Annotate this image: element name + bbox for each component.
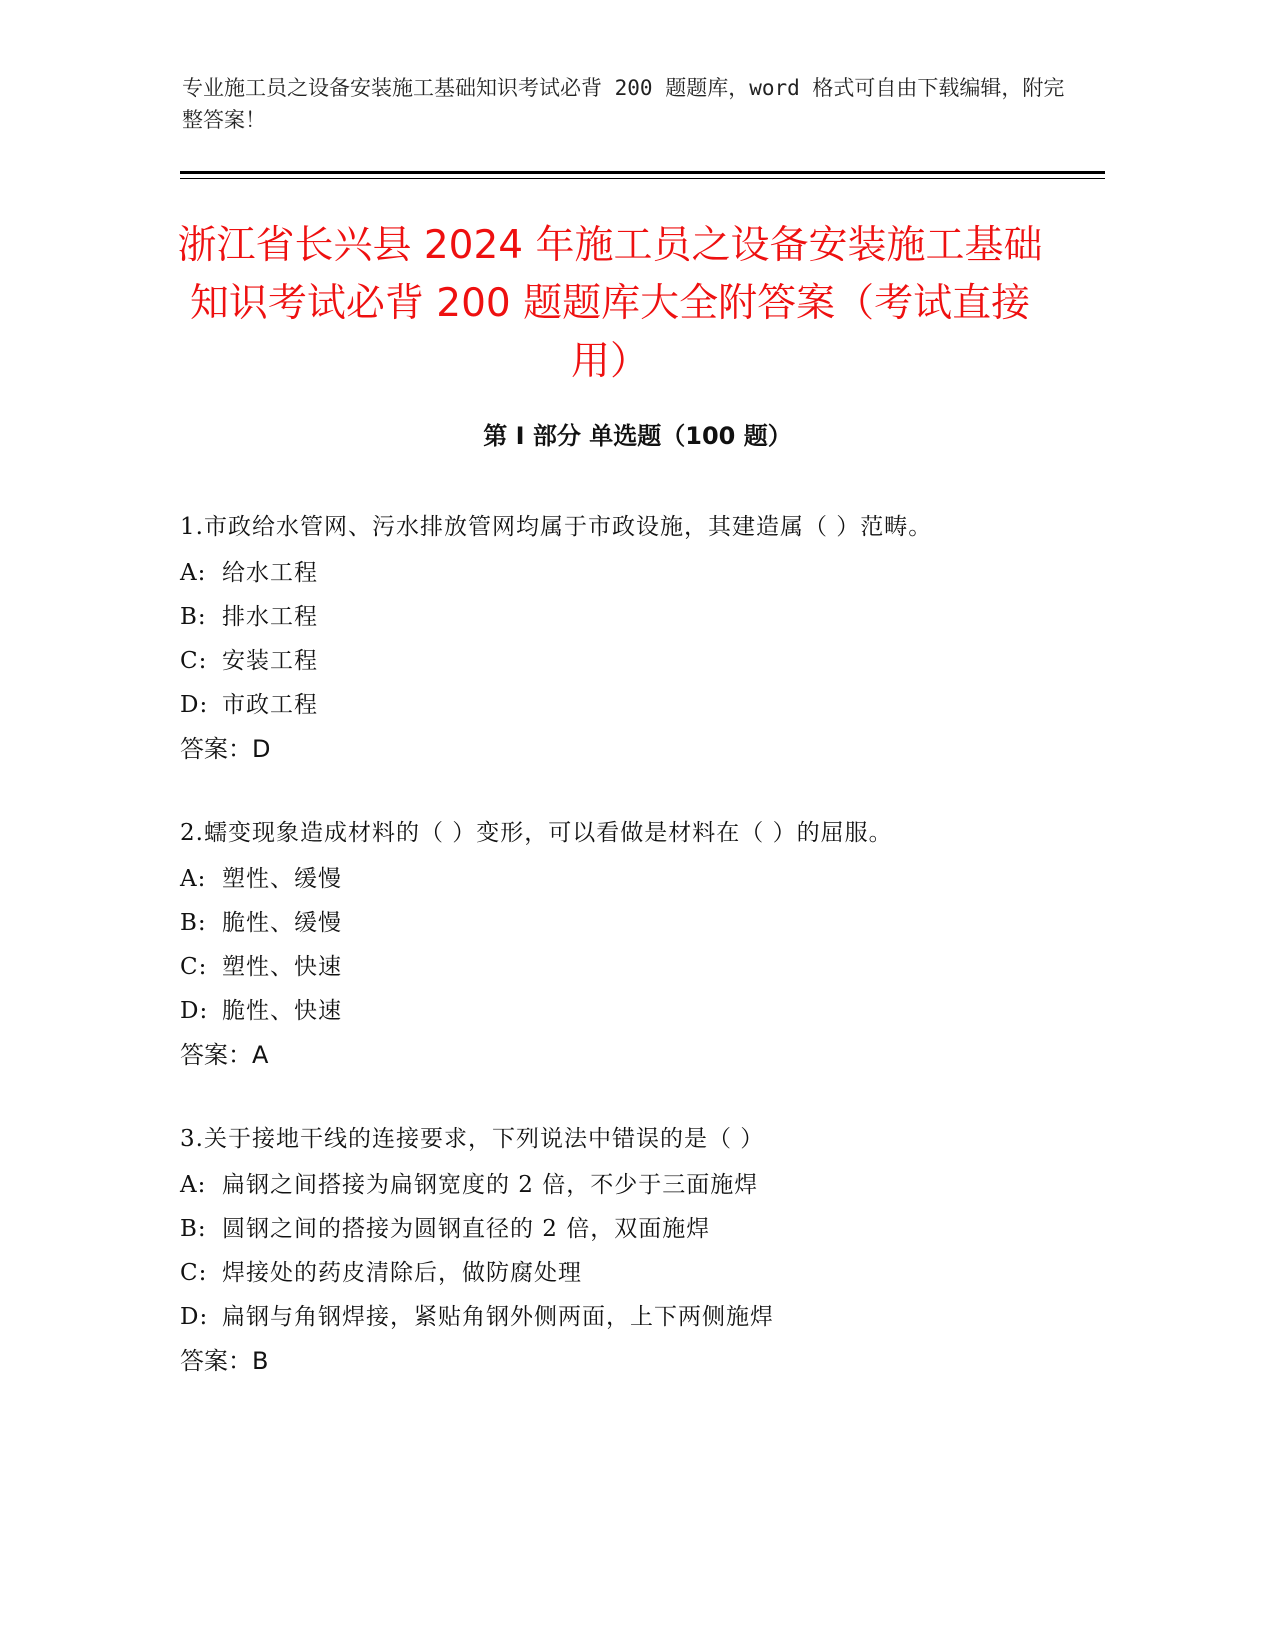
option-a — [180, 551, 1060, 595]
header-divider-thick — [180, 171, 1105, 174]
option-c — [180, 639, 1060, 683]
option-b — [180, 1207, 1060, 1251]
answer-line: 答案：D — [180, 735, 271, 763]
option-text: 给水工程 — [222, 560, 318, 586]
question-list — [180, 503, 1060, 1421]
answer-line: 答案：A — [180, 1041, 269, 1069]
question-2 — [180, 809, 1060, 1077]
option-letter: A: — [180, 866, 207, 892]
option-b — [180, 595, 1060, 639]
option-d — [180, 989, 1060, 1033]
option-letter: D: — [180, 1304, 209, 1330]
option-text: 塑性、快速 — [222, 954, 342, 980]
section-title: 第 I 部分 单选题（100 题） — [483, 422, 792, 450]
option-c — [180, 945, 1060, 989]
option-letter: D: — [180, 692, 209, 718]
option-letter: A: — [180, 1172, 207, 1198]
answer-line: 答案：B — [180, 1347, 269, 1375]
header-note: 专业施工员之设备安装施工基础知识考试必背 200 题题库，word 格式可自由下载编辑，附完整答案！ — [182, 76, 1065, 132]
option-a — [180, 857, 1060, 901]
option-text: 脆性、缓慢 — [222, 910, 342, 936]
document-title: 浙江省长兴县 2024 年施工员之设备安装施工基础知识考试必背 200 题题库大全附答案（考试直接用） — [177, 223, 1043, 384]
option-text: 扁钢与角钢焊接，紧贴角钢外侧两面，上下两侧施焊 — [222, 1304, 774, 1330]
option-letter: D: — [180, 998, 209, 1024]
option-letter: B: — [180, 604, 207, 630]
option-text: 扁钢之间搭接为扁钢宽度的 2 倍，不少于三面施焊 — [222, 1172, 759, 1198]
option-c — [180, 1251, 1060, 1295]
question-1 — [180, 503, 1060, 771]
option-letter: C: — [180, 954, 208, 980]
option-b — [180, 901, 1060, 945]
option-text: 圆钢之间的搭接为圆钢直径的 2 倍，双面施焊 — [222, 1216, 711, 1242]
option-d — [180, 1295, 1060, 1339]
option-letter: B: — [180, 1216, 207, 1242]
option-text: 排水工程 — [222, 604, 318, 630]
option-letter: A: — [180, 560, 207, 586]
question-stem: 2.蠕变现象造成材料的（ ）变形，可以看做是材料在（ ）的屈服。 — [180, 820, 893, 846]
question-3 — [180, 1115, 1060, 1383]
option-d — [180, 683, 1060, 727]
option-text: 市政工程 — [222, 692, 318, 718]
header-divider-thin — [180, 178, 1105, 179]
question-stem: 3.关于接地干线的连接要求，下列说法中错误的是（ ） — [180, 1126, 765, 1152]
question-stem: 1.市政给水管网、污水排放管网均属于市政设施，其建造属（ ）范畴。 — [180, 514, 933, 540]
option-text: 安装工程 — [222, 648, 318, 674]
option-letter: C: — [180, 648, 208, 674]
option-text: 塑性、缓慢 — [222, 866, 342, 892]
option-letter: B: — [180, 910, 207, 936]
option-text: 焊接处的药皮清除后，做防腐处理 — [222, 1260, 582, 1286]
option-a — [180, 1163, 1060, 1207]
option-letter: C: — [180, 1260, 208, 1286]
option-text: 脆性、快速 — [222, 998, 342, 1024]
